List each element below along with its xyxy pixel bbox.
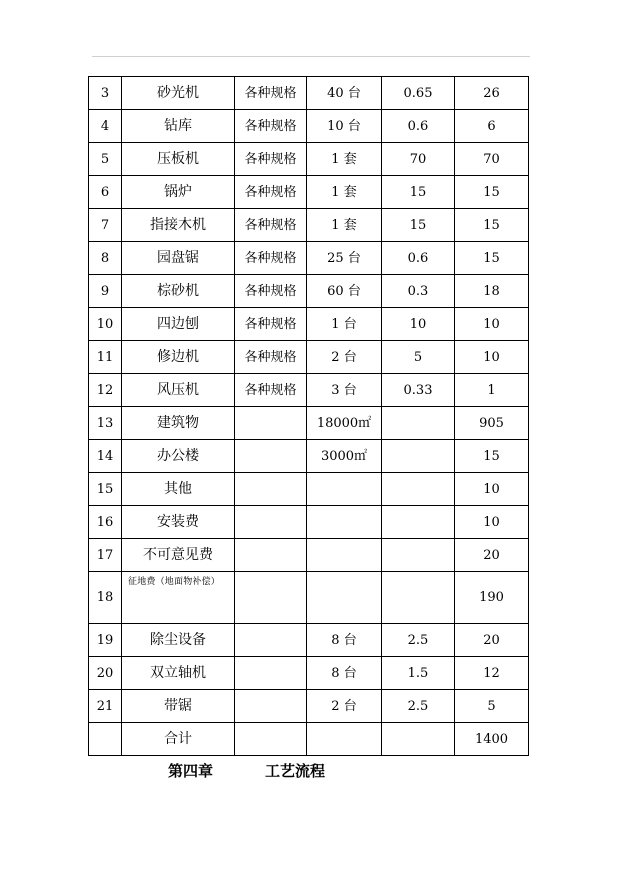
cell-spec: [235, 506, 307, 539]
cell-name: 其他: [122, 473, 235, 506]
cell-price: [382, 473, 455, 506]
cell-no: 10: [89, 308, 122, 341]
total-value: 1400: [455, 723, 529, 756]
equipment-cost-table: [88, 76, 529, 756]
cell-name: 征地费（地面物补偿）: [122, 572, 235, 624]
cell-name: 修边机: [122, 341, 235, 374]
cell-spec: 各种规格: [235, 209, 307, 242]
cell-total: 20: [455, 539, 529, 572]
cell-no: 11: [89, 341, 122, 374]
cell-total: 18: [455, 275, 529, 308]
table-row: [89, 308, 529, 341]
cell-name: 压板机: [122, 143, 235, 176]
cell-price: 0.33: [382, 374, 455, 407]
cell-total: 70: [455, 143, 529, 176]
cell-price: [382, 572, 455, 624]
cell-spec: 各种规格: [235, 308, 307, 341]
chapter-title: 工艺流程: [265, 762, 326, 780]
cell-spec: 各种规格: [235, 77, 307, 110]
cell-price: 15: [382, 176, 455, 209]
cell-total: 1: [455, 374, 529, 407]
cell-qty: 8 台: [307, 624, 382, 657]
cell-price: [382, 539, 455, 572]
cell-spec: [235, 657, 307, 690]
cell-spec: 各种规格: [235, 176, 307, 209]
cell-total: 20: [455, 624, 529, 657]
cell-no: 19: [89, 624, 122, 657]
cell-no: 18: [89, 572, 122, 624]
cell-spec: [235, 624, 307, 657]
cell-no: 8: [89, 242, 122, 275]
cell-spec: [235, 572, 307, 624]
cell-qty: 18000㎡: [307, 407, 382, 440]
cell-name: 棕砂机: [122, 275, 235, 308]
cell-no: 3: [89, 77, 122, 110]
cell-spec: 各种规格: [235, 341, 307, 374]
cell-name: 建筑物: [122, 407, 235, 440]
cell-price: [382, 407, 455, 440]
table-row: [89, 242, 529, 275]
cell-qty: 3000㎡: [307, 440, 382, 473]
cell-name: 钻库: [122, 110, 235, 143]
table-row: [89, 110, 529, 143]
cell-total: 10: [455, 473, 529, 506]
cell-name: 园盘锯: [122, 242, 235, 275]
total-label: 合计: [122, 723, 235, 756]
cell-spec: [235, 473, 307, 506]
cell-no: 14: [89, 440, 122, 473]
cell-spec: [235, 440, 307, 473]
cell-qty: 60 台: [307, 275, 382, 308]
table-row: [89, 77, 529, 110]
table-row: [89, 143, 529, 176]
cell-empty: [235, 723, 307, 756]
table-row: [89, 624, 529, 657]
total-row: [89, 723, 529, 756]
cell-price: 10: [382, 308, 455, 341]
table-row: [89, 440, 529, 473]
cell-no: 17: [89, 539, 122, 572]
table-row: [89, 275, 529, 308]
cell-qty: [307, 506, 382, 539]
cell-total: 15: [455, 440, 529, 473]
cell-qty: 2 台: [307, 341, 382, 374]
cell-qty: 8 台: [307, 657, 382, 690]
cell-empty: [307, 723, 382, 756]
table-row: [89, 506, 529, 539]
cell-total: 10: [455, 308, 529, 341]
cell-total: 15: [455, 209, 529, 242]
table-row: [89, 572, 529, 624]
cell-total: 26: [455, 77, 529, 110]
cell-price: 0.6: [382, 110, 455, 143]
cell-name: 四边刨: [122, 308, 235, 341]
cell-no: 7: [89, 209, 122, 242]
cell-no: 12: [89, 374, 122, 407]
header-rule: [92, 56, 530, 57]
cell-price: [382, 506, 455, 539]
table-row: [89, 539, 529, 572]
table-row: [89, 341, 529, 374]
cell-spec: 各种规格: [235, 143, 307, 176]
cell-qty: [307, 572, 382, 624]
cell-spec: [235, 407, 307, 440]
cell-name: 安装费: [122, 506, 235, 539]
cell-name: 风压机: [122, 374, 235, 407]
cell-name: 带锯: [122, 690, 235, 723]
cell-total: 5: [455, 690, 529, 723]
cell-no: 20: [89, 657, 122, 690]
cell-price: 1.5: [382, 657, 455, 690]
cell-empty: [89, 723, 122, 756]
cell-no: 15: [89, 473, 122, 506]
cell-total: 15: [455, 242, 529, 275]
cell-no: 13: [89, 407, 122, 440]
cell-qty: [307, 473, 382, 506]
cell-qty: 1 套: [307, 209, 382, 242]
cell-qty: 1 台: [307, 308, 382, 341]
cell-qty: 1 套: [307, 176, 382, 209]
cell-qty: 25 台: [307, 242, 382, 275]
table-row: [89, 473, 529, 506]
cell-name: 砂光机: [122, 77, 235, 110]
cell-name: 办公楼: [122, 440, 235, 473]
cell-qty: 2 台: [307, 690, 382, 723]
cell-no: 6: [89, 176, 122, 209]
chapter-heading: [168, 760, 325, 781]
table-row: [89, 374, 529, 407]
cell-no: 5: [89, 143, 122, 176]
cell-spec: 各种规格: [235, 242, 307, 275]
table-row: [89, 690, 529, 723]
cell-total: 10: [455, 506, 529, 539]
cell-price: 5: [382, 341, 455, 374]
cell-spec: [235, 539, 307, 572]
cell-empty: [382, 723, 455, 756]
cell-name: 双立轴机: [122, 657, 235, 690]
cell-spec: 各种规格: [235, 110, 307, 143]
cell-price: 15: [382, 209, 455, 242]
table-row: [89, 209, 529, 242]
cell-qty: [307, 539, 382, 572]
cell-no: 9: [89, 275, 122, 308]
cell-price: 0.3: [382, 275, 455, 308]
cell-qty: 1 套: [307, 143, 382, 176]
cell-price: 2.5: [382, 624, 455, 657]
cell-price: 2.5: [382, 690, 455, 723]
cell-qty: 10 台: [307, 110, 382, 143]
cell-no: 4: [89, 110, 122, 143]
cell-qty: 3 台: [307, 374, 382, 407]
table-row: [89, 176, 529, 209]
chapter-number: 第四章: [168, 762, 214, 780]
cell-name: 指接木机: [122, 209, 235, 242]
cell-spec: 各种规格: [235, 374, 307, 407]
table-row: [89, 407, 529, 440]
cell-name: 不可意见费: [122, 539, 235, 572]
cell-total: 15: [455, 176, 529, 209]
cell-total: 10: [455, 341, 529, 374]
cell-total: 190: [455, 572, 529, 624]
cell-name: 除尘设备: [122, 624, 235, 657]
cell-total: 12: [455, 657, 529, 690]
cell-price: 0.6: [382, 242, 455, 275]
cell-no: 21: [89, 690, 122, 723]
cell-price: 0.65: [382, 77, 455, 110]
cell-spec: [235, 690, 307, 723]
cell-price: [382, 440, 455, 473]
cell-no: 16: [89, 506, 122, 539]
cell-qty: 40 台: [307, 77, 382, 110]
table-row: [89, 657, 529, 690]
cell-total: 6: [455, 110, 529, 143]
cell-spec: 各种规格: [235, 275, 307, 308]
cell-price: 70: [382, 143, 455, 176]
cell-name: 锅炉: [122, 176, 235, 209]
cell-total: 905: [455, 407, 529, 440]
